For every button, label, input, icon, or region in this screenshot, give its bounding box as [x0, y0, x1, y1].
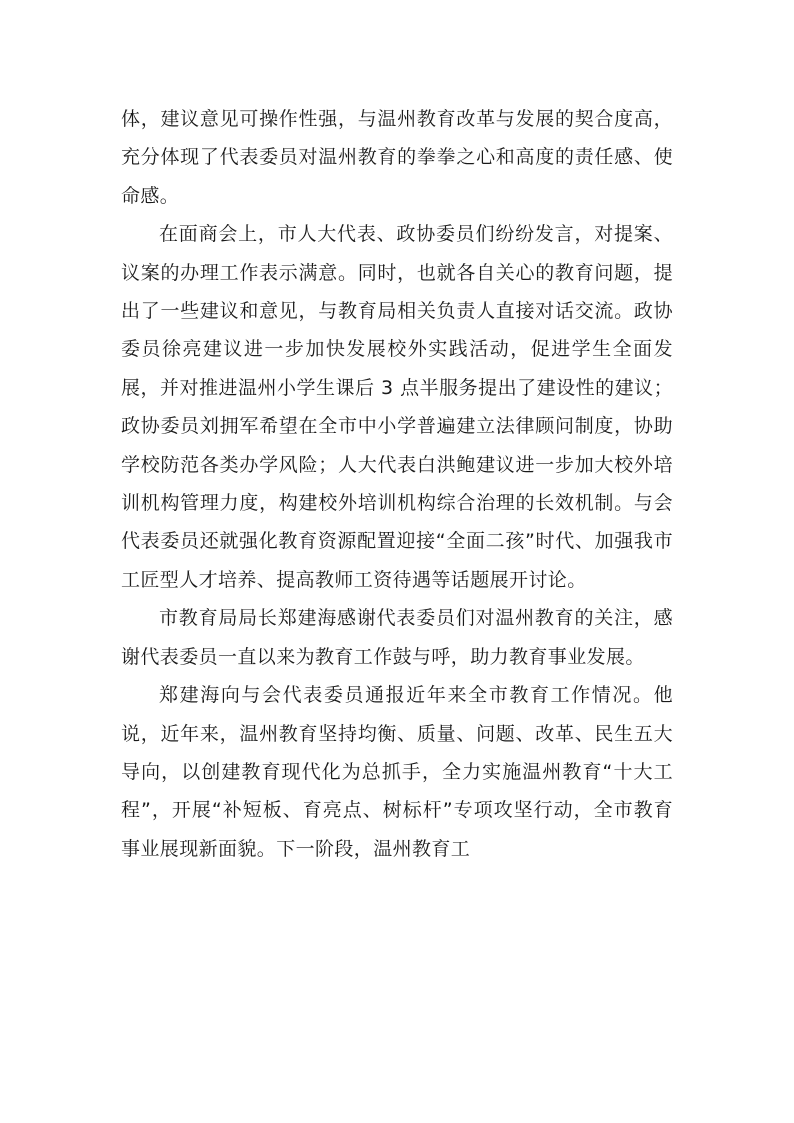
paragraph-1: 体，建议意见可操作性强，与温州教育改革与发展的契合度高，充分体现了代表委员对温州教育的拳拳之心和高度的责任感、使命感。 — [121, 108, 673, 207]
paragraph-2: 在面商会上，市人大代表、政协委员们纷纷发言，对提案、议案的办理工作表示满意。同时，也就各自关心的教育问题，提出了一些建议和意见，与教育局相关负责人直接对话交流。政协委员徐亮建议进一步加快发展校外实践活动，促进学生全面发展，并对推进温州小学生课后 3 点半服务提出了建设性的建议；政协委员刘拥军希望在全市中小学普遍建立法律顾问制度，协助学校防范各类办学风险；人大代表白洪鲍建议进一步加大校外培训机构管理力度，构建校外培训机构综合治理的长效机制。与会代表委员还就强化教育资源配置迎接“全面二孩”时代、加强我市工匠型人才培养、提高教师工资待遇等话题展开讨论。 — [121, 223, 673, 591]
paragraph-3: 市教育局局长郑建海感谢代表委员们对温州教育的关注，感谢代表委员一直以来为教育工作鼓与呼，助力教育事业发展。 — [121, 607, 673, 668]
document-body — [121, 100, 673, 868]
paragraph-4: 郑建海向与会代表委员通报近年来全市教育工作情况。他说，近年来，温州教育坚持均衡、质量、问题、改革、民生五大导向，以创建教育现代化为总抓手，全力实施温州教育“十大工程”，开展“补短板、育亮点、树标杆”专项攻坚行动，全市教育事业展现新面貌。下一阶段，温州教育工 — [121, 684, 673, 860]
